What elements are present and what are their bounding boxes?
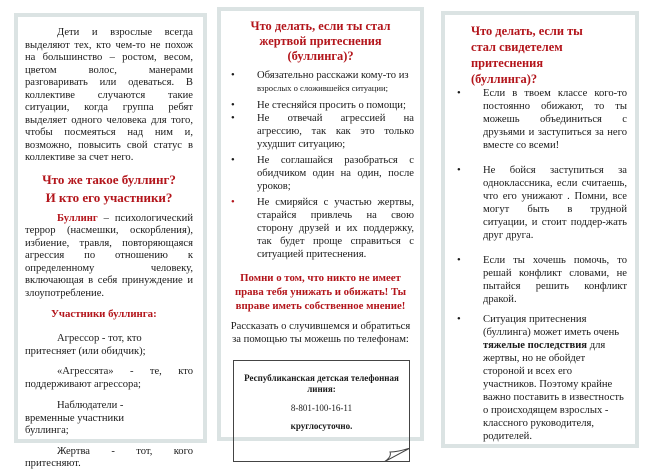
bullet-icon: •: [231, 100, 235, 111]
bullet-icon: •: [231, 70, 235, 81]
item-text-bold: тяжелые последствия: [483, 340, 588, 351]
hotline-card: [233, 360, 410, 462]
item-text: Обязательно расскажи кому-то из: [257, 70, 409, 81]
victim-heading: Что делать, если ты стал жертвой притеснения (буллинга)?: [250, 19, 391, 63]
heading-participants-question: И кто его участники?: [45, 189, 173, 205]
bullet-icon: •: [457, 88, 461, 99]
list-item: [453, 87, 627, 152]
participant-item: Жертва - тот, кого притесняют.: [25, 445, 193, 469]
definition-text: – психологический террор (насмешки, оскорбления), избиение, травля, повторяющаяся агрессия по отношению к определенному человеку, включающая в себя принуждение и злоупотребление.: [25, 212, 193, 299]
participant-item: «Агрессята» - те, кто поддерживают агрессора;: [25, 366, 193, 390]
list-item: [227, 69, 414, 95]
panel-witness-advice: [441, 11, 639, 448]
item-text: Ситуация притеснения (буллинга) может иметь очень: [483, 314, 620, 338]
participant-item: Наблюдатели - временные участники буллинга;: [25, 400, 125, 436]
witness-heading: Что делать, если ты стал свидетелем притеснения (буллинга)?: [471, 24, 583, 86]
item-text: Не соглашайся разобраться с обидчиком один на один, после уроков;: [257, 155, 414, 192]
list-item: [227, 112, 414, 151]
item-text: взрослых о сложившейся ситуации;: [257, 83, 388, 93]
panel-victim-advice: [217, 7, 424, 441]
victim-advice-list: [227, 69, 414, 261]
panel-intro: [14, 13, 207, 469]
item-text: для жертвы, но не обойдет стороной и всех его участников. Поэтому крайне важно поставить в известность о происходящем взрослых - классного руководителя, родителей.: [483, 340, 624, 442]
participant-item: Агрессор - тот, кто притесняет (или обидчик);: [25, 333, 146, 357]
bullet-icon: •: [231, 113, 235, 124]
remember-note: Помни о том, что никто не имеет права тебя унижать и обижать! Ты вправе иметь собственное мнение!: [234, 272, 407, 312]
bullet-icon: •: [457, 255, 461, 266]
hotline-title: Республиканская детская телефонная линия:: [244, 373, 399, 394]
definition: [25, 213, 193, 301]
bullet-icon: •: [231, 197, 235, 208]
item-text: Если в твоем классе кого-то постоянно обижают, то ты можешь объединиться с друзьями и заступиться за него вместе со всеми!: [483, 88, 627, 151]
page-curl-icon: [384, 448, 410, 462]
list-item: [227, 196, 414, 261]
participants-heading: Участники буллинга:: [51, 308, 157, 320]
bullet-icon: •: [457, 165, 461, 176]
bullet-icon: •: [457, 314, 461, 325]
list-item: [453, 164, 627, 242]
call-text: Рассказать о случившемся и обратиться за помощью ты можешь по телефонам:: [230, 321, 411, 345]
witness-advice-list: [453, 87, 627, 443]
list-item: [227, 99, 414, 112]
hotline-phone[interactable]: 8-801-100-16-11: [290, 403, 353, 413]
list-item: [453, 254, 627, 306]
heading-what-is-bullying: Что же такое буллинг?: [42, 171, 176, 187]
list-item: [227, 154, 414, 193]
intro-text: Дети и взрослые всегда выделяют тех, кто чем-то не похож на большинство – ростом, весом, цветом волос, манерами разговаривать или одеваться. В коллективе случаются такие ситуации, когда группа ребят выделяет одного человека для того, чтобы посмеяться над ним и, возможно, повысить свой статус в коллективе за счет него.: [25, 27, 193, 163]
list-item: [453, 313, 627, 443]
hotline-hours: круглосуточно.: [290, 421, 353, 431]
item-text: Не смиряйся с участью жертвы, старайся привлечь на свою сторону друзей и их поддержку, так будет проще справиться с ситуацией притеснения.: [257, 197, 414, 260]
item-text: Не отвечай агрессией на агрессию, так как это только ухудшит ситуацию;: [257, 113, 414, 150]
item-text: Не бойся заступиться за одноклассника, если считаешь, что его унижают . Помни, все могут быть в трудной ситуации, и стоит поддер-жать друг друга.: [483, 165, 627, 241]
term: Буллинг: [57, 212, 98, 224]
bullet-icon: •: [231, 155, 235, 166]
item-text: Если ты хочешь помочь, то решай конфликт словами, не пытайся решить конфликт дракой.: [483, 255, 627, 305]
item-text: Не стесняйся просить о помощи;: [257, 100, 406, 111]
